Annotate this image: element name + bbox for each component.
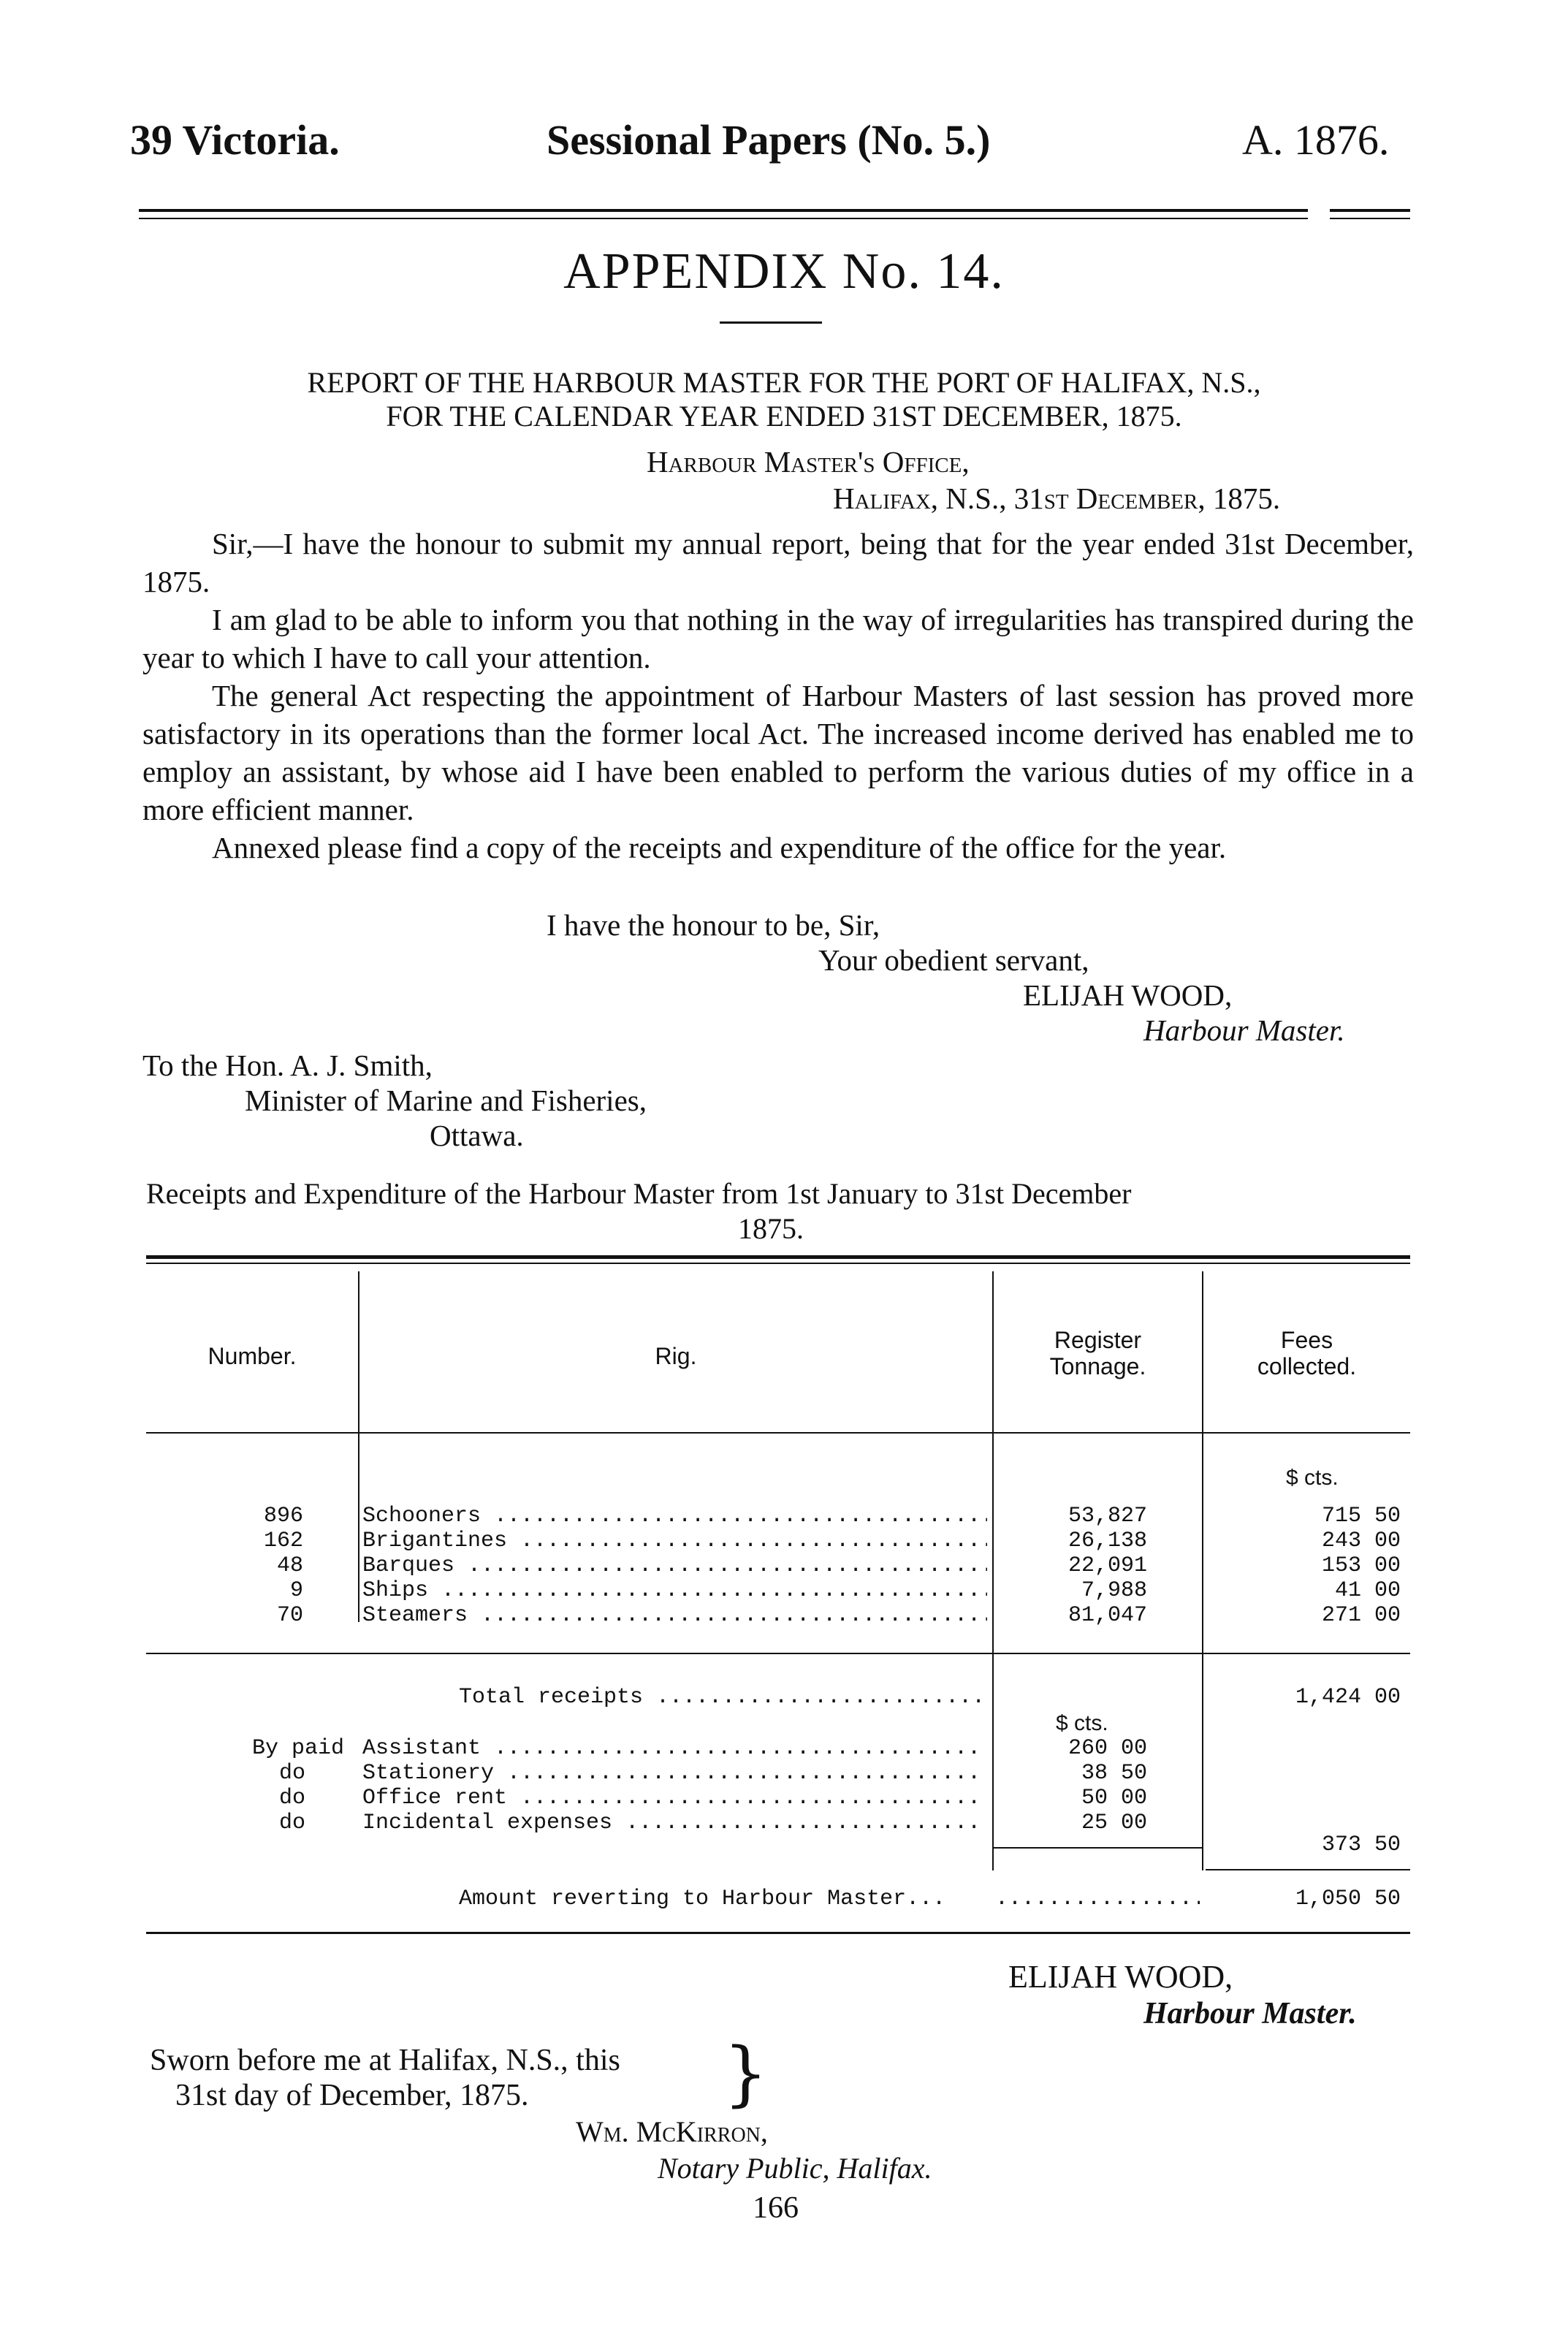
header-sessional-papers: Sessional Papers (No. 5.) — [547, 116, 991, 164]
addressee-line-2: Minister of Marine and Fisheries, — [245, 1084, 647, 1117]
table-top-rule-thin — [146, 1263, 1410, 1264]
expense-prefix: do — [279, 1761, 306, 1786]
expense-amount: 50 00 — [1081, 1786, 1147, 1811]
row-fees: 271 00 — [1321, 1603, 1401, 1628]
sworn-line-2: 31st day of December, 1875. — [175, 2079, 529, 2112]
office-date-line: Halifax, N.S., 31st December, 1875. — [833, 481, 1281, 515]
rows-bottom-rule — [146, 1653, 1410, 1654]
row-rig: Schooners ..... — [362, 1504, 987, 1529]
expense-amount: 260 00 — [1067, 1736, 1147, 1761]
reverting-value: 1,050 50 — [1295, 1887, 1401, 1911]
letter-paragraph-1: Sir,—I have the honour to submit my annual report, being that for the year ended 31st December, 1875. — [142, 527, 1414, 598]
header-rule-right-thin — [1330, 218, 1410, 219]
title-divider — [720, 321, 822, 324]
letter-paragraph-3: The general Act respecting the appointment of Harbour Masters of last session has proved more satisfactory in its operations than the former local Act. The increased income derived has enabled me to employ an assistant, by whose aid I have been enabled to perform the various duties of my office in a more efficient manner. — [142, 679, 1414, 826]
letter-paragraph-4: Annexed please find a copy of the receipts and expenditure of the office for the year. — [212, 831, 1227, 864]
expense-prefix: do — [279, 1786, 306, 1811]
col-header-number: Number. — [208, 1343, 297, 1369]
row-rig: Steamers ..... — [362, 1603, 987, 1628]
row-tonnage: 22,091 — [1067, 1553, 1147, 1578]
row-fees: 243 00 — [1321, 1529, 1401, 1553]
expense-label: Incidental expenses ..... — [362, 1811, 985, 1835]
row-fees: 715 50 — [1321, 1504, 1401, 1529]
reverting-rule — [1206, 1869, 1410, 1870]
addressee-line-1: To the Hon. A. J. Smith, — [142, 1048, 433, 1082]
letter-closing-2: Your obedient servant, — [818, 943, 1089, 977]
row-tonnage: 26,138 — [1067, 1529, 1147, 1553]
row-number: 70 — [276, 1603, 303, 1628]
receipts-heading-line1: Receipts and Expenditure of the Harbour Master from 1st January to 31st December — [146, 1177, 1132, 1210]
column-divider-rig — [358, 1271, 359, 1622]
expenses-sum-rule — [994, 1847, 1202, 1849]
header-bottom-rule — [146, 1432, 1410, 1434]
bracket-icon: } — [723, 2033, 769, 2114]
header-rule-right — [1330, 209, 1410, 212]
row-rig: Barques ..... — [362, 1553, 987, 1578]
row-tonnage: 81,047 — [1067, 1603, 1147, 1628]
row-fees: 153 00 — [1321, 1553, 1401, 1578]
col-header-fees-1: Fees — [1280, 1327, 1333, 1353]
footer-signature-name: ELIJAH WOOD, — [1008, 1959, 1233, 1995]
row-tonnage: 53,827 — [1067, 1504, 1147, 1529]
table-top-rule — [146, 1255, 1410, 1259]
col-header-fees-2: collected. — [1257, 1353, 1357, 1379]
row-number: 896 — [263, 1504, 303, 1529]
letter-closing-1: I have the honour to be, Sir, — [547, 908, 880, 942]
expense-amount: 38 50 — [1081, 1761, 1147, 1786]
report-title-line1: REPORT OF THE HARBOUR MASTER FOR THE PORT OF HALIFAX, N.S., — [307, 366, 1261, 399]
report-title-line2: FOR THE CALENDAR YEAR ENDED 31ST DECEMBER, 1875. — [386, 400, 1182, 433]
office-line: Harbour Master's Office, — [647, 445, 970, 479]
receipts-heading-line2: 1875. — [738, 1212, 804, 1245]
footer-signature-title: Harbour Master. — [1143, 1997, 1357, 2030]
col-header-tonnage-2: Tonnage. — [1049, 1353, 1146, 1379]
table-bottom-rule — [146, 1932, 1410, 1934]
letter-paragraph-2: I am glad to be able to inform you that nothing in the way of irregularities has transpired during the year to which I have to call your attention. — [142, 603, 1414, 674]
total-receipts-label: Total receipts ..... — [459, 1685, 985, 1710]
reverting-label: Amount reverting to Harbour Master... — [459, 1887, 946, 1911]
reverting-leader — [995, 1887, 1200, 1911]
page-number: 166 — [753, 2191, 799, 2225]
expense-prefix: By paid — [252, 1736, 345, 1761]
letter-signature-title: Harbour Master. — [1143, 1013, 1345, 1047]
row-number: 48 — [276, 1553, 303, 1578]
notary-name: Wm. McKirron, — [576, 2115, 768, 2148]
expense-prefix: do — [279, 1811, 306, 1835]
notary-title: Notary Public, Halifax. — [658, 2152, 932, 2185]
row-tonnage: 7,988 — [1081, 1578, 1147, 1603]
expense-amount: 25 00 — [1081, 1811, 1147, 1835]
expense-label: Stationery ..... — [362, 1761, 985, 1786]
appendix-title: APPENDIX No. 14. — [563, 243, 1005, 300]
total-receipts-value: 1,424 00 — [1295, 1685, 1401, 1710]
expense-label: Assistant ..... — [362, 1736, 985, 1761]
expense-currency-header: $ cts. — [1056, 1711, 1108, 1735]
row-fees: 41 00 — [1334, 1578, 1401, 1603]
row-number: 162 — [263, 1529, 303, 1553]
header-rule-thin — [139, 218, 1308, 219]
row-number: 9 — [289, 1578, 303, 1603]
col-header-rig: Rig. — [655, 1343, 697, 1369]
addressee-line-3: Ottawa. — [430, 1119, 524, 1152]
expense-label: Office rent ..... — [362, 1786, 985, 1811]
fees-currency-header: $ cts. — [1286, 1466, 1339, 1490]
sworn-line-1: Sworn before me at Halifax, N.S., this — [150, 2044, 620, 2077]
header-rule — [139, 209, 1308, 212]
row-rig: Brigantines ..... — [362, 1529, 987, 1553]
letter-signature-name: ELIJAH WOOD, — [1023, 978, 1233, 1012]
header-volume: 39 Victoria. — [130, 116, 340, 164]
expenses-total: 373 50 — [1321, 1832, 1401, 1857]
row-rig: Ships ..... — [362, 1578, 987, 1603]
header-year: A. 1876. — [1242, 116, 1390, 164]
col-header-tonnage-1: Register — [1054, 1327, 1142, 1353]
